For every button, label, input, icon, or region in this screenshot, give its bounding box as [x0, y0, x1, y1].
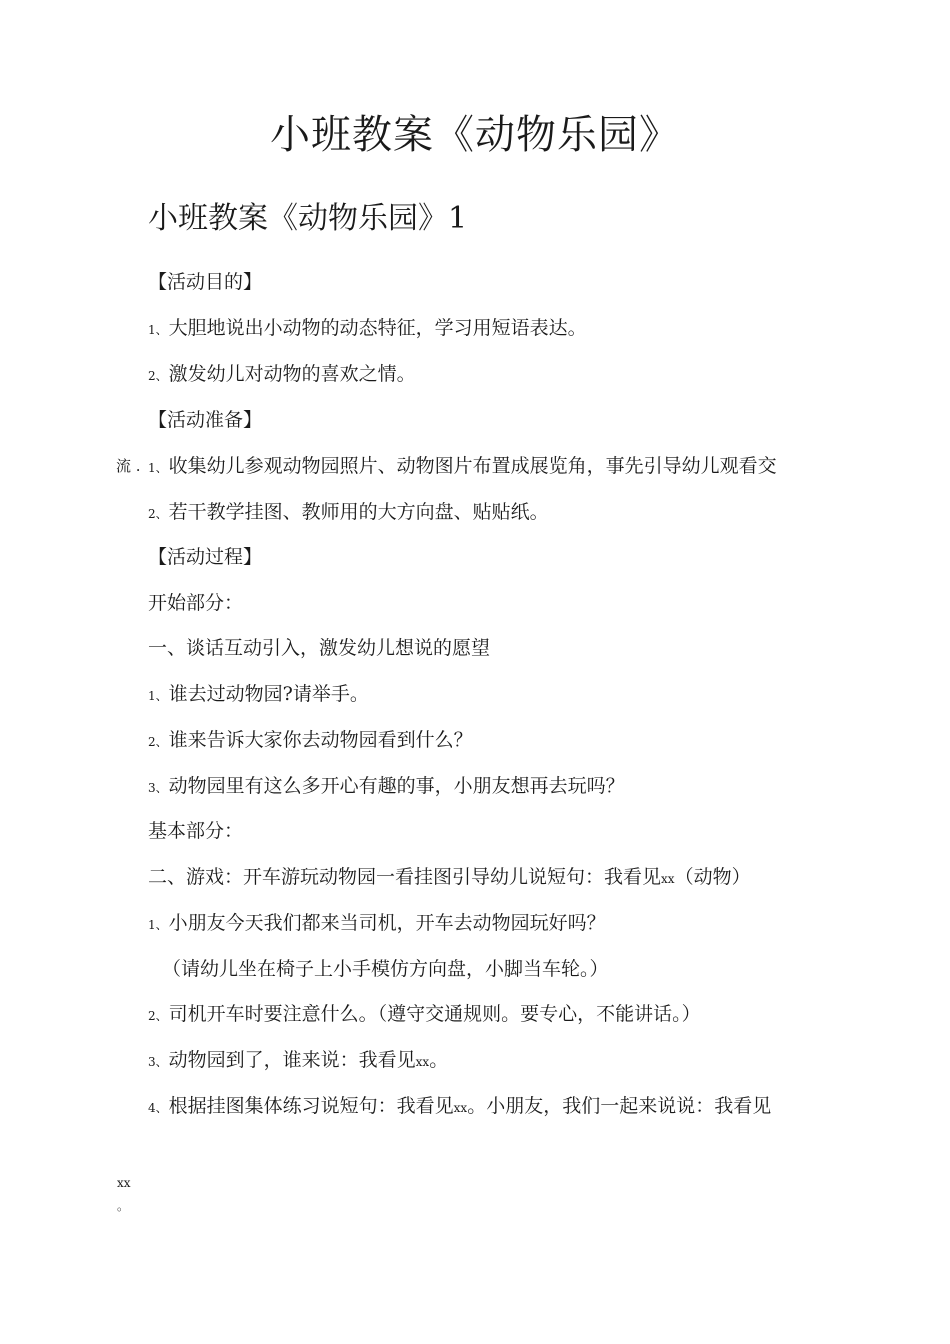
- list-item: 2、若干教学挂图、教师用的大方向盘、贴贴纸。: [148, 501, 549, 523]
- list-item: 3、动物园到了，谁来说：我看见xx。: [148, 1049, 449, 1071]
- subheading-start: 开始部分：: [148, 592, 244, 614]
- list-item: 1、收集幼儿参观动物园照片、动物图片布置成展览角，事先引导幼儿观看交: [148, 455, 777, 477]
- document-title: 小班教案《动物乐园》: [270, 112, 680, 158]
- subheading-basic: 基本部分：: [148, 820, 244, 842]
- heading-activity-process: 【活动过程】: [148, 546, 263, 568]
- step-heading: 二、游戏：开车游玩动物园一看挂图引导幼儿说短句：我看见xx（动物）: [148, 866, 751, 888]
- list-item: 2、激发幼儿对动物的喜欢之情。: [148, 363, 416, 385]
- list-item: 2、司机开车时要注意什么。（遵守交通规则。要专心，不能讲话。）: [148, 1003, 701, 1025]
- margin-note: 流 .: [116, 457, 141, 475]
- footer-xx: xx: [117, 1176, 131, 1190]
- list-note: （请幼儿坐在椅子上小手模仿方向盘，小脚当车轮。）: [162, 958, 609, 980]
- section-title: 小班教案《动物乐园》1: [148, 201, 468, 236]
- list-item: 4、根据挂图集体练习说短句：我看见xx。小朋友，我们一起来说说：我看见: [148, 1095, 772, 1117]
- heading-activity-prep: 【活动准备】: [148, 409, 263, 431]
- list-item: 1、小朋友今天我们都来当司机，开车去动物园玩好吗？: [148, 912, 606, 934]
- list-item: 1、大胆地说出小动物的动态特征，学习用短语表达。: [148, 317, 587, 339]
- list-item: 1、谁去过动物园?请举手。: [148, 683, 369, 705]
- list-item: 2、谁来告诉大家你去动物园看到什么？: [148, 729, 473, 751]
- step-heading: 一、谈话互动引入，激发幼儿想说的愿望: [148, 637, 491, 659]
- heading-activity-goal: 【活动目的】: [148, 271, 263, 293]
- footer-dot: 。: [117, 1199, 130, 1213]
- list-item: 3、动物园里有这么多开心有趣的事，小朋友想再去玩吗？: [148, 775, 625, 797]
